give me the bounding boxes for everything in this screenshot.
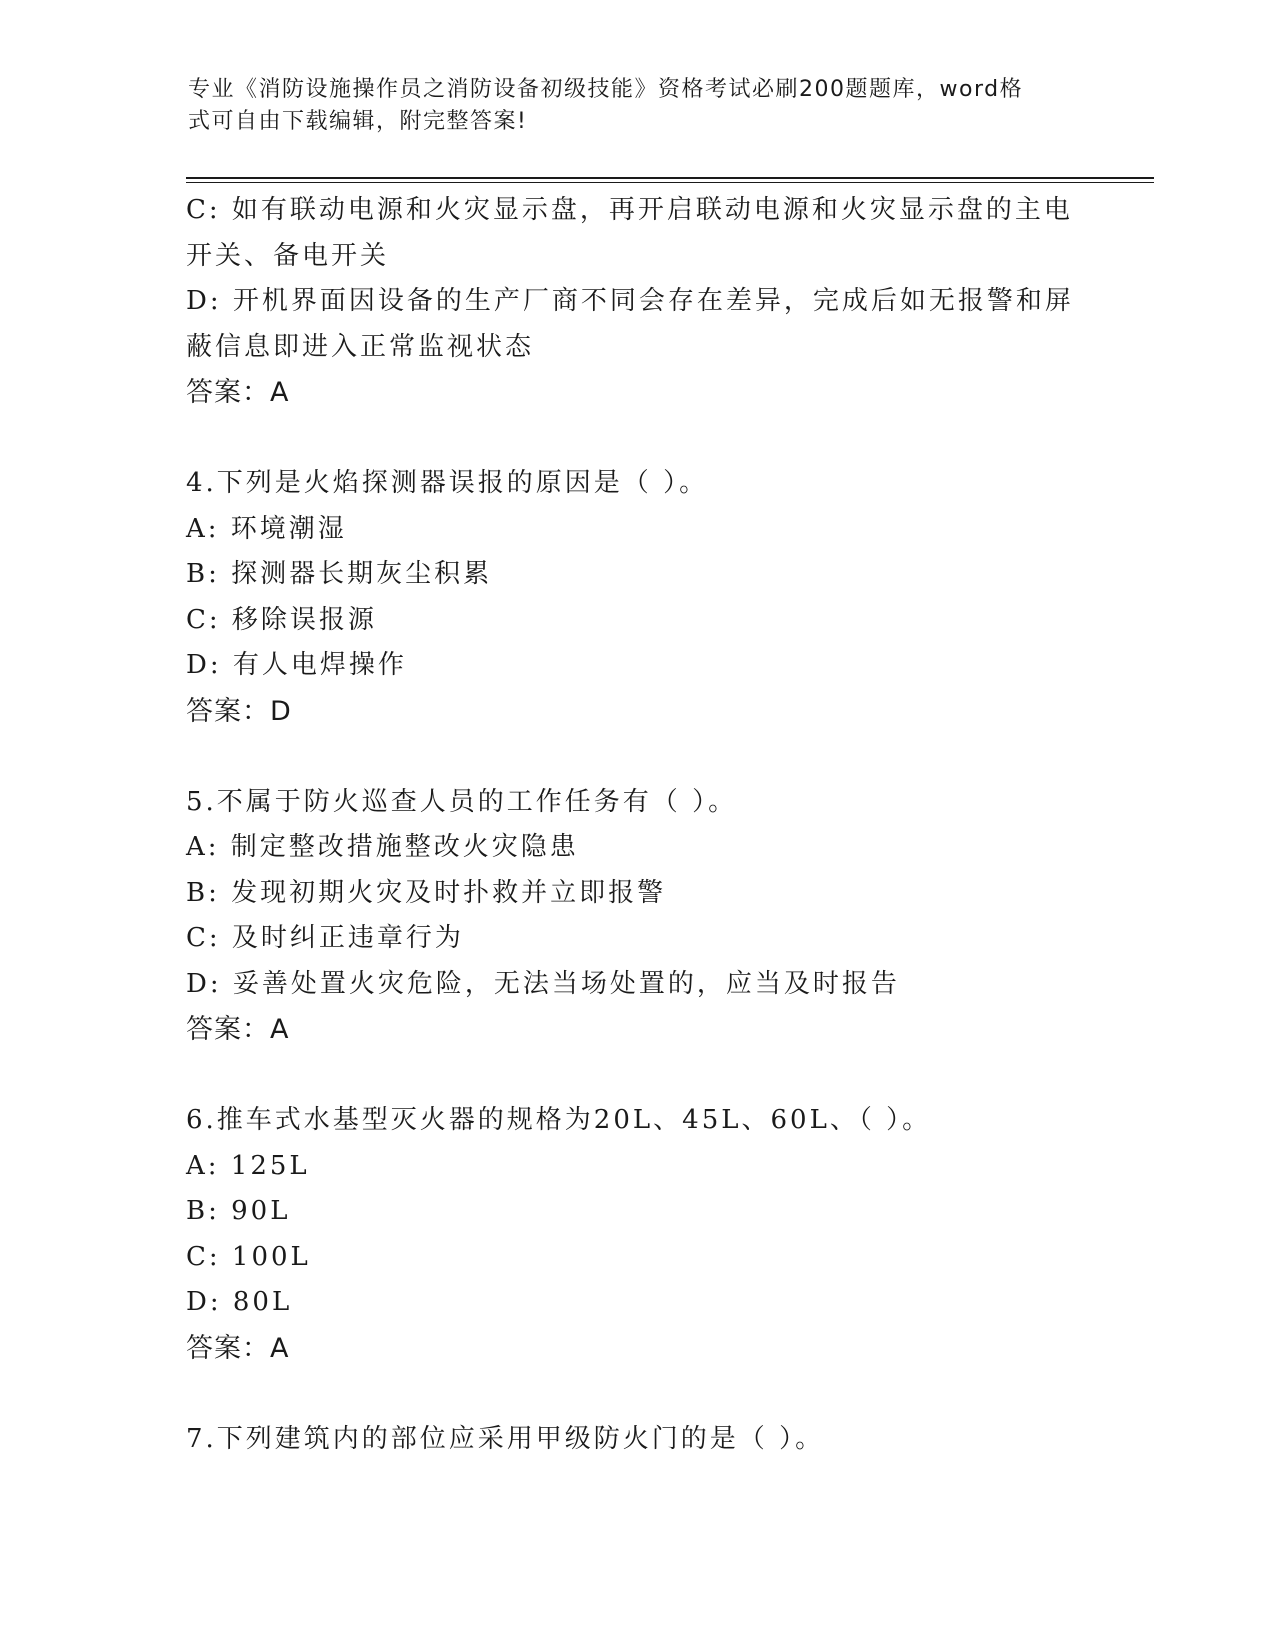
question-4: [186, 461, 1086, 734]
option-d-line-1: D: 开机界面因设备的生产厂商不同会存在差异，完成后如无报警和屏: [186, 286, 1074, 316]
question-5: [186, 780, 1086, 1053]
header-rule-thick: [186, 177, 1154, 179]
option-b: B: 探测器长期灰尘积累: [186, 559, 493, 589]
header-line-2: 式可自由下载编辑，附完整答案!: [188, 109, 528, 134]
answer-line: 答案：A: [186, 1332, 290, 1364]
option-d: D: 妥善处置火灾危险，无法当场处置的，应当及时报告: [186, 968, 900, 999]
header-line-1: 专业《消防设施操作员之消防设备初级技能》资格考试必刷200题题库，word格: [188, 77, 1024, 102]
spacer: [186, 734, 1086, 780]
option-a: A: 环境潮湿: [186, 513, 347, 544]
option-d-line-2: 蔽信息即进入正常监视状态: [186, 331, 535, 362]
option-c-line-1: C: 如有联动电源和火灾显示盘，再开启联动电源和火灾显示盘的主电: [186, 195, 1073, 225]
option-c: C: 及时纠正违章行为: [186, 923, 464, 953]
option-c-line-2: 开关、备电开关: [186, 240, 390, 271]
header-rule-thin: [186, 182, 1154, 183]
option-d: D: 80L: [186, 1287, 293, 1317]
question-content: [186, 188, 1086, 1462]
answer-line: 答案：D: [186, 695, 292, 727]
option-c: C: 移除误报源: [186, 604, 377, 635]
question-stem: 5.不属于防火巡查人员的工作任务有（ ）。: [186, 786, 738, 817]
question-3-continued: [186, 188, 1086, 416]
option-d: D: 有人电焊操作: [186, 650, 407, 680]
spacer: [186, 1371, 1086, 1417]
spacer: [186, 416, 1086, 462]
question-stem: 7.下列建筑内的部位应采用甲级防火门的是（ ）。: [186, 1423, 825, 1454]
question-stem: 4.下列是火焰探测器误报的原因是（ ）。: [186, 468, 709, 498]
option-b: B: 发现初期火灾及时扑救并立即报警: [186, 877, 667, 908]
option-a: A: 125L: [186, 1150, 310, 1181]
question-7: [186, 1417, 1086, 1463]
answer-line: 答案：A: [186, 377, 290, 408]
option-c: C: 100L: [186, 1241, 311, 1272]
option-b: B: 90L: [186, 1196, 291, 1226]
question-6: [186, 1098, 1086, 1371]
question-stem: 6.推车式水基型灭火器的规格为20L、45L、60L、（ ）。: [186, 1105, 932, 1135]
spacer: [186, 1053, 1086, 1099]
document-header: [188, 74, 1068, 138]
option-a: A: 制定整改措施整改火灾隐患: [186, 832, 579, 862]
answer-line: 答案：A: [186, 1014, 290, 1045]
